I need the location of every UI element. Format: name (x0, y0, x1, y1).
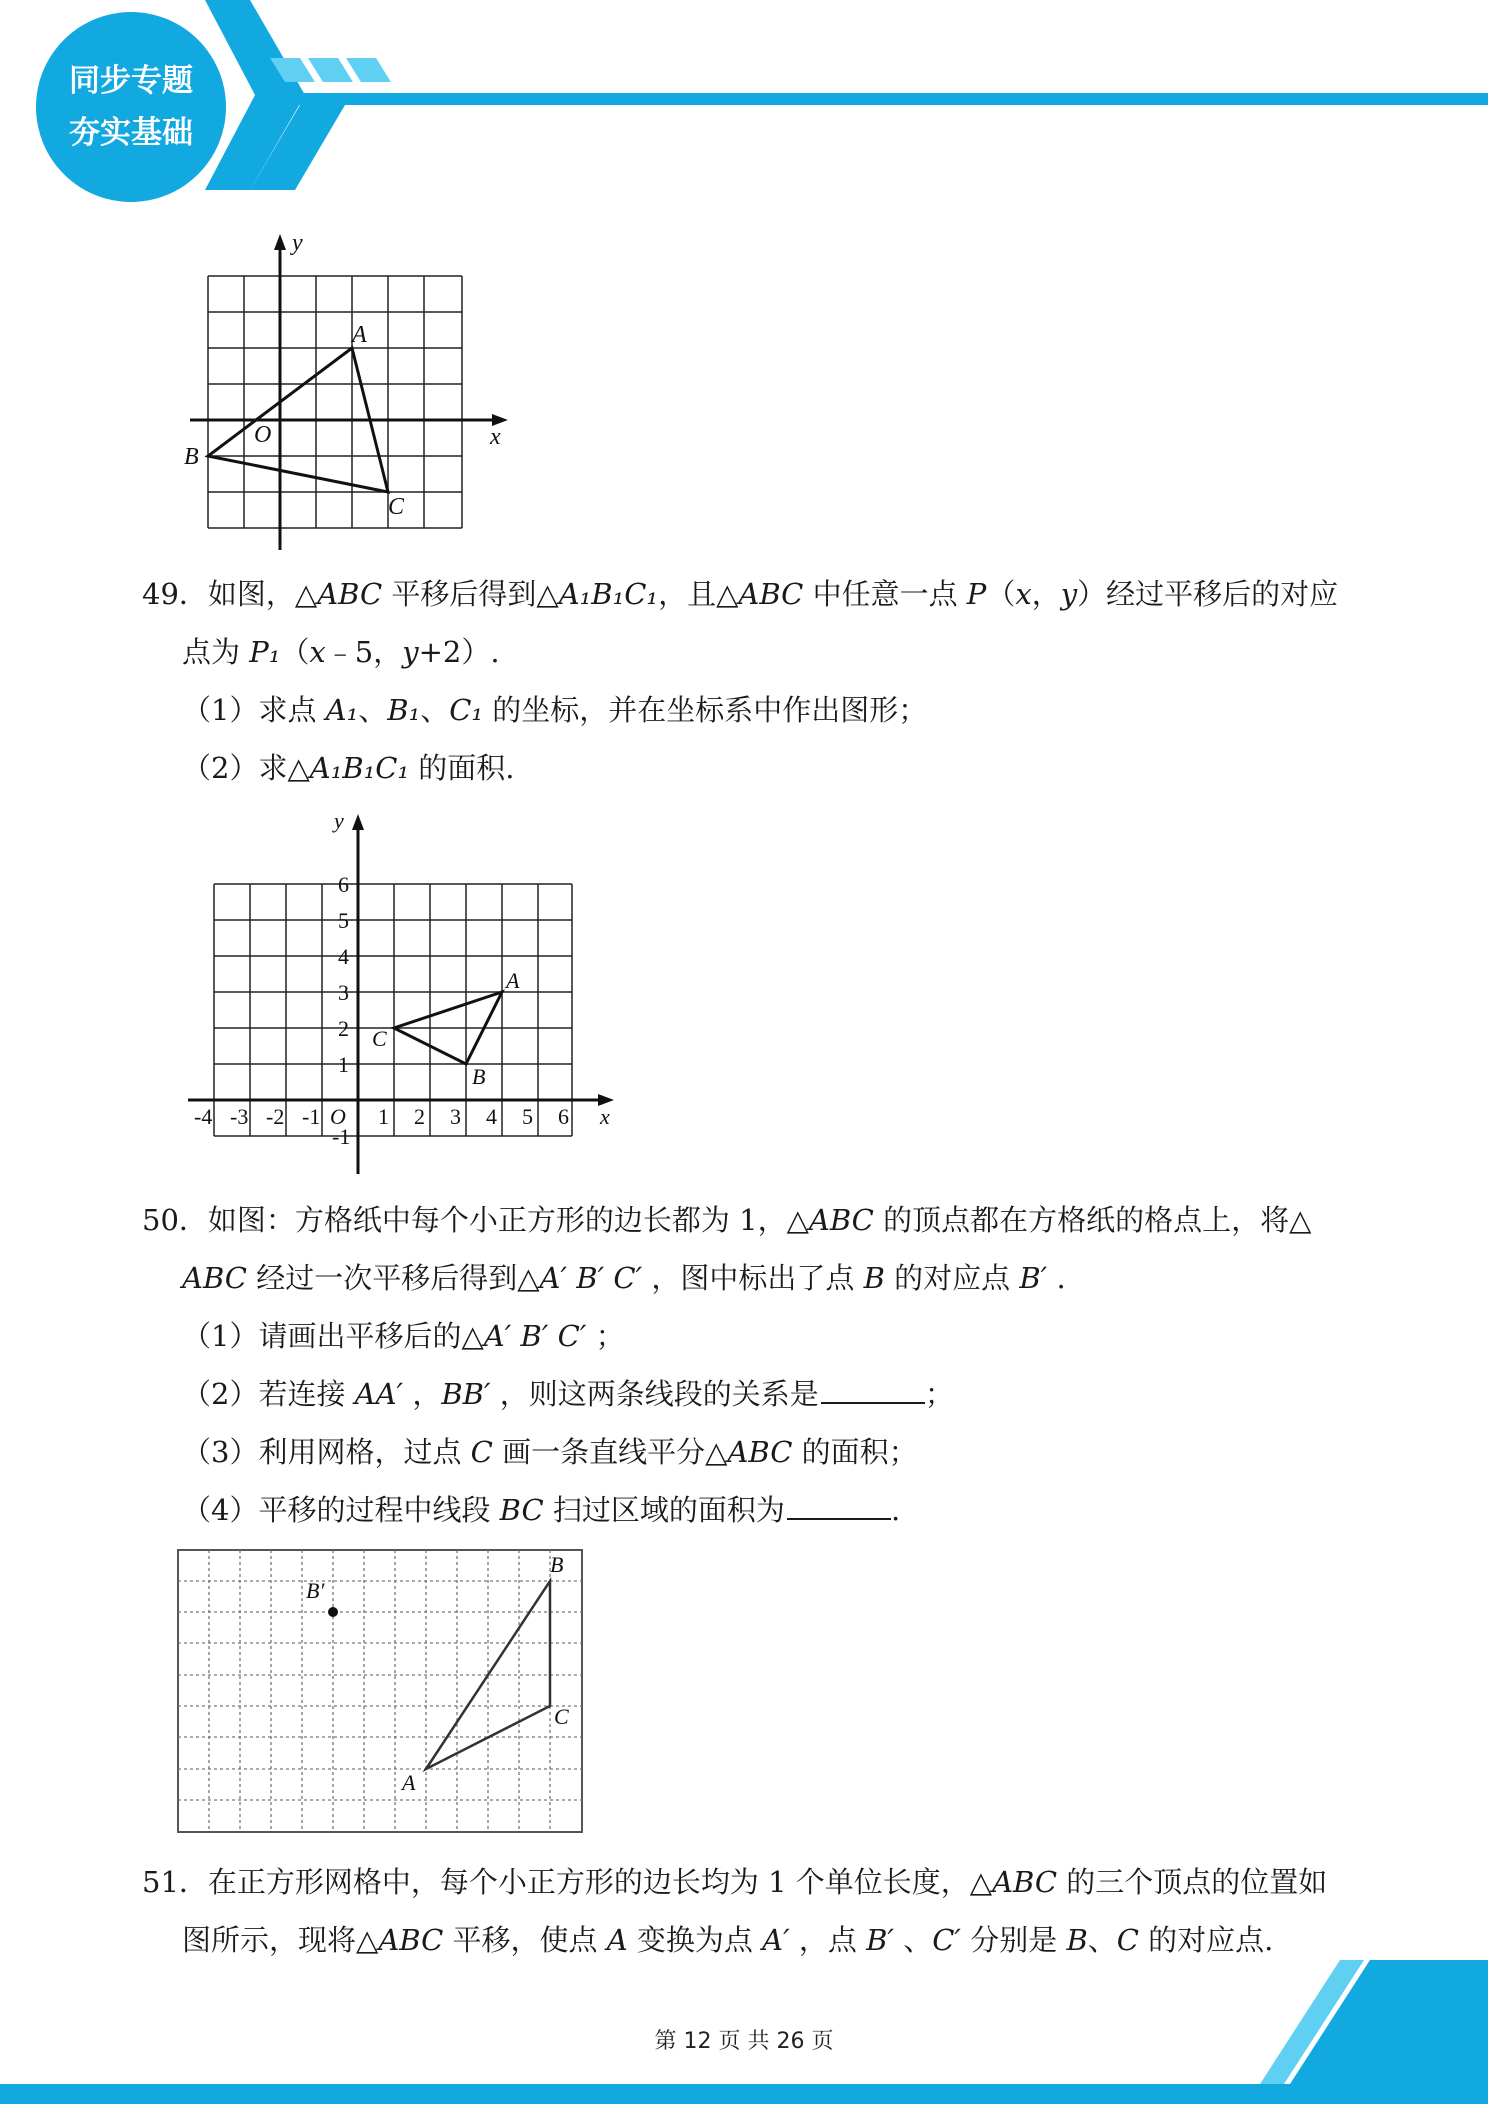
badge-line-1: 同步专题 (69, 63, 193, 99)
answer-blank[interactable] (787, 1496, 891, 1520)
y-tick-label: 3 (338, 980, 349, 1005)
q50-line-2 (182, 1258, 1066, 1298)
x-tick-label: 3 (450, 1104, 461, 1129)
y-tick-label: 4 (338, 944, 349, 969)
math-run: BC (499, 1493, 544, 1527)
y-tick-label: 1 (338, 1052, 349, 1077)
text-run: 图所示，现将△ (182, 1923, 379, 1957)
math-run: B₁ (387, 693, 421, 727)
point-c-label: C (554, 1704, 569, 1729)
text-run: 的面积. (409, 751, 515, 785)
text-run: 、 (420, 693, 450, 727)
point-c-label: C (372, 1026, 387, 1051)
page-number: 第 12 页 共 26 页 (654, 2029, 834, 2054)
axes-q48 (190, 242, 498, 550)
text-run: ， (1031, 577, 1061, 611)
q49-line-1 (142, 574, 1338, 614)
text-run: ，图中标出了点 (642, 1261, 864, 1295)
math-run: AA′ (354, 1377, 404, 1411)
figure-q48 (170, 228, 520, 560)
math-run: ABC (738, 577, 804, 611)
text-run: 如图，△ (207, 577, 318, 611)
text-run: （3）利用网格，过点 (182, 1435, 471, 1469)
text-run: 分别是 (961, 1923, 1067, 1957)
math-run: ABC (317, 577, 383, 611)
text-run: ﹣5， (325, 635, 403, 669)
math-run: ABC (727, 1435, 793, 1469)
math-run: ABC (182, 1261, 247, 1295)
grid-frame (178, 1550, 582, 1832)
point-b-label: B (472, 1064, 486, 1089)
text-run: 的面积； (792, 1435, 918, 1469)
x-tick-label: 2 (414, 1104, 425, 1129)
point-a-label: A (506, 968, 520, 993)
footer-bar (0, 2084, 1488, 2104)
q49-sub-2 (182, 748, 515, 788)
answer-blank[interactable] (821, 1380, 925, 1404)
text-run: （1）请画出平移后的△ (182, 1319, 484, 1353)
math-run: A₁B₁C₁ (558, 577, 659, 611)
text-run: ）经过平移后的对应 (1077, 577, 1339, 611)
question-number: 51． (142, 1865, 208, 1899)
q51-line-2 (182, 1920, 1273, 1960)
point-c-label: C (388, 494, 405, 520)
math-run: ABC (808, 1203, 874, 1237)
text-run: ，点 (789, 1923, 867, 1957)
math-run: A′ (762, 1923, 790, 1957)
math-run: P₁ (249, 635, 281, 669)
text-run: （ (280, 635, 310, 669)
y-tick-label: 6 (338, 872, 349, 897)
y-axis-label: y (334, 808, 344, 833)
text-run: . (890, 1493, 901, 1527)
y-tick-label: -1 (332, 1124, 351, 1149)
point-b-prime-label: B′ (306, 1578, 325, 1603)
x-tick-label: -3 (230, 1104, 249, 1129)
text-run: +2）. (418, 635, 500, 669)
math-run: A (606, 1923, 628, 1957)
text-run: 的对应点. (1138, 1923, 1274, 1957)
text-run: （2）若连接 (182, 1377, 355, 1411)
text-run: . (1047, 1261, 1066, 1295)
math-run: A′ B′ C′ (539, 1261, 643, 1295)
math-run: A₁B₁C₁ (309, 751, 410, 785)
y-arrow (352, 814, 364, 830)
q51-line-1 (142, 1862, 1327, 1902)
math-run: BB′ (441, 1377, 491, 1411)
q50-sub-4 (182, 1490, 900, 1530)
text-run: 变换为点 (627, 1923, 763, 1957)
q50-sub-3 (182, 1432, 918, 1472)
q50-sub-1 (182, 1316, 625, 1356)
text-run: 的坐标，并在坐标系中作出图形； (483, 693, 928, 727)
x-tick-label: 1 (378, 1104, 389, 1129)
grid-q49 (214, 884, 572, 1136)
point-b-prime (328, 1607, 338, 1617)
text-run: ； (586, 1319, 625, 1353)
text-run: 的顶点都在方格纸的格点上，将△ (873, 1203, 1312, 1237)
text-run: 平移，使点 (443, 1923, 607, 1957)
question-number: 50． (142, 1203, 208, 1237)
text-run: 、 (358, 693, 388, 727)
text-run: ，且△ (658, 577, 739, 611)
math-run: y (1060, 577, 1078, 611)
math-run: ABC (378, 1923, 444, 1957)
math-run: C₁ (449, 693, 484, 727)
x-tick-label: -2 (266, 1104, 285, 1129)
q50-sub-2 (182, 1374, 954, 1414)
x-tick-label: 6 (558, 1104, 569, 1129)
text-run: 如图：方格纸中每个小正方形的边长都为 1，△ (207, 1203, 809, 1237)
text-run: 点为 (182, 635, 250, 669)
grid-q50 (178, 1550, 582, 1832)
text-run: （4）平移的过程中线段 (182, 1493, 500, 1527)
origin-label: O (330, 1104, 346, 1129)
math-run: x (1015, 577, 1032, 611)
text-run: 在正方形网格中，每个小正方形的边长均为 1 个单位长度，△ (207, 1865, 993, 1899)
text-run: 画一条直线平分△ (492, 1435, 728, 1469)
math-run: C (1116, 1923, 1139, 1957)
text-run: 平移后得到△ (382, 577, 559, 611)
text-run: ，则这两条线段的关系是 (490, 1377, 819, 1411)
text-run: （2）求△ (182, 751, 310, 785)
section-badge (36, 12, 226, 202)
figure-q49 (180, 804, 620, 1178)
y-tick-label: 5 (338, 908, 349, 933)
y-axis-label: y (292, 230, 303, 256)
math-run: B (1066, 1923, 1088, 1957)
text-run: 经过一次平移后得到△ (246, 1261, 540, 1295)
text-run: （1）求点 (182, 693, 326, 727)
math-run: B′ (1019, 1261, 1048, 1295)
q49-sub-1 (182, 690, 927, 730)
y-arrow (274, 234, 286, 250)
text-run: ， (403, 1377, 442, 1411)
point-b-label: B (550, 1552, 564, 1577)
math-run: A₁ (325, 693, 359, 727)
math-run: B (863, 1261, 885, 1295)
math-run: C′ (932, 1923, 961, 1957)
math-run: P (966, 577, 987, 611)
page-header (0, 0, 1488, 200)
text-run: 的三个顶点的位置如 (1057, 1865, 1328, 1899)
text-run: 的对应点 (884, 1261, 1020, 1295)
text-run: 中任意一点 (803, 577, 967, 611)
math-run: ABC (992, 1865, 1058, 1899)
x-tick-label: -4 (194, 1104, 213, 1129)
footer-decoration (1260, 1960, 1488, 2084)
point-a-label: A (402, 1770, 416, 1795)
text-run: 、 (1087, 1923, 1117, 1957)
math-run: y (402, 635, 419, 669)
x-tick-label: -1 (302, 1104, 321, 1129)
q50-line-1 (142, 1200, 1311, 1240)
math-run: B′ (866, 1923, 894, 1957)
point-a-label: A (352, 322, 367, 348)
question-number: 49． (142, 577, 208, 611)
figure-q50 (176, 1548, 586, 1836)
x-axis-label: x (490, 424, 501, 450)
point-b-label: B (184, 444, 199, 470)
x-tick-label: 5 (522, 1104, 533, 1129)
q49-line-2 (182, 632, 500, 672)
text-run: 扫过区域的面积为 (543, 1493, 785, 1527)
y-tick-label: 2 (338, 1016, 349, 1041)
grid-q48 (208, 276, 462, 528)
math-run: A′ B′ C′ (483, 1319, 587, 1353)
x-axis-label: x (600, 1104, 610, 1129)
x-tick-label: 4 (486, 1104, 497, 1129)
badge-line-2: 夯实基础 (69, 115, 193, 151)
text-run: 、 (894, 1923, 933, 1957)
origin-label: O (254, 422, 272, 448)
text-run: ； (924, 1377, 954, 1411)
math-run: x (309, 635, 326, 669)
text-run: （ (986, 577, 1016, 611)
math-run: C (470, 1435, 493, 1469)
